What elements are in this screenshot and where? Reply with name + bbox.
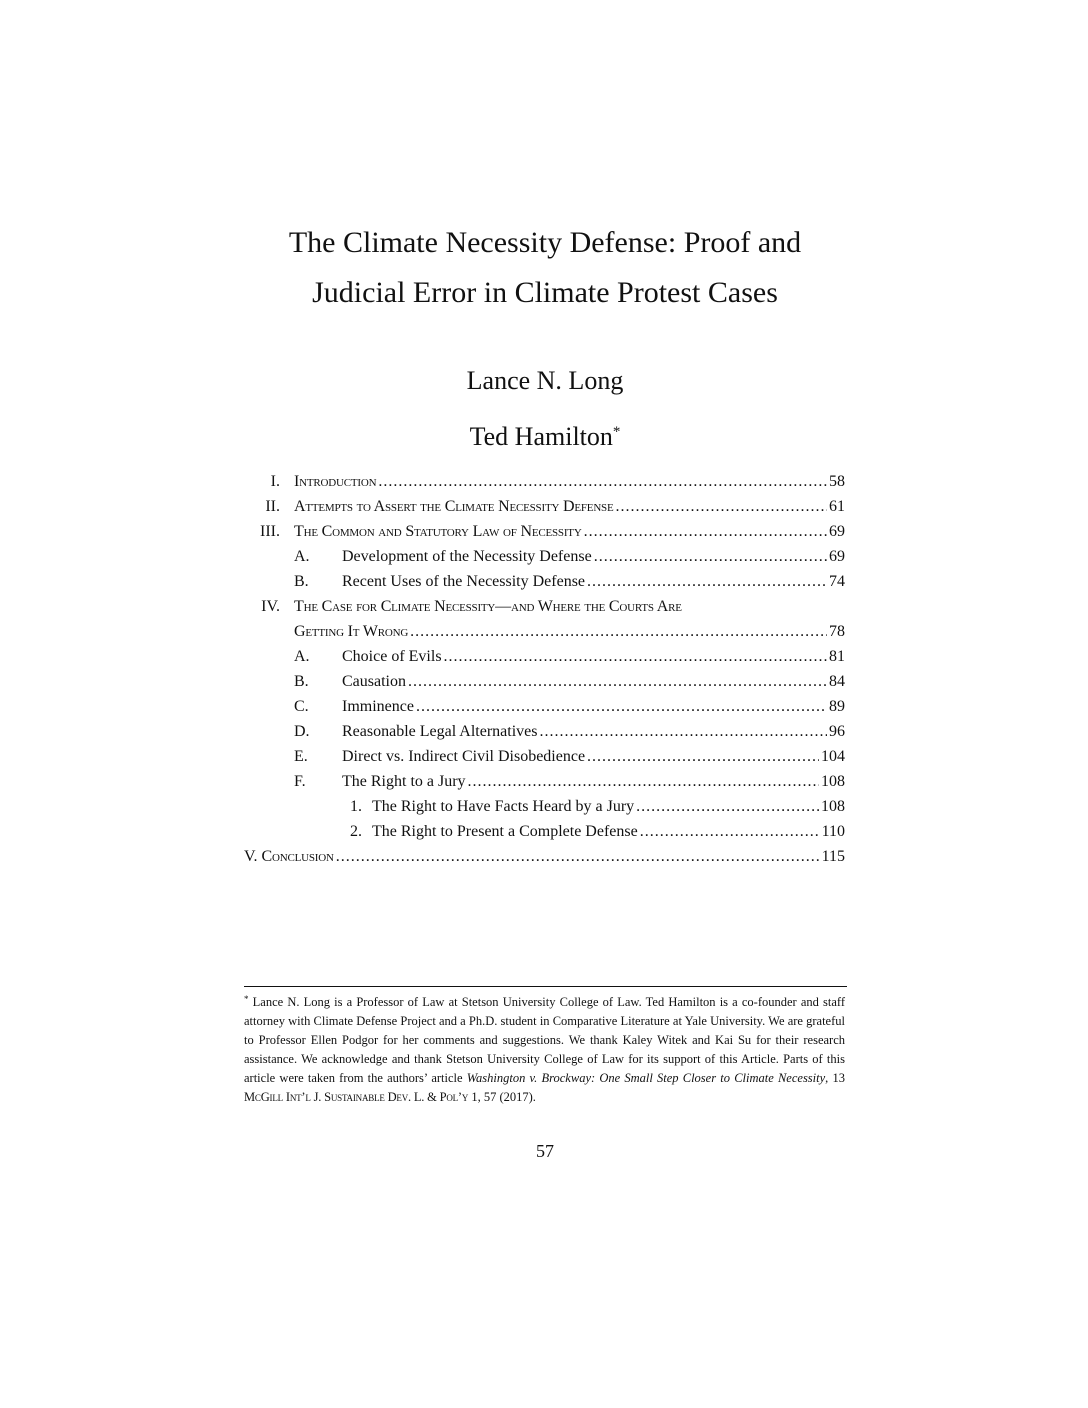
dot-leader bbox=[636, 794, 819, 819]
toc-page: 108 bbox=[821, 773, 845, 790]
toc-number: D. bbox=[294, 723, 310, 740]
dot-leader bbox=[410, 619, 827, 644]
toc-number: B. bbox=[294, 673, 309, 690]
toc-title: The Right to Present a Complete Defense bbox=[372, 823, 638, 840]
toc-entry-conclusion[interactable] bbox=[244, 844, 845, 869]
author-footnote bbox=[244, 993, 845, 1107]
toc-number: E. bbox=[294, 748, 308, 765]
toc-page: 69 bbox=[829, 548, 845, 565]
footnote-mark: * bbox=[244, 994, 249, 1004]
toc-title: Development of the Necessity Defense bbox=[342, 548, 592, 565]
toc-number: III. bbox=[260, 523, 280, 540]
dot-leader bbox=[584, 519, 827, 544]
dot-leader bbox=[468, 769, 819, 794]
toc-number: II. bbox=[265, 498, 280, 515]
toc-entry-recent-uses[interactable] bbox=[244, 569, 845, 594]
footnote-journal: McGill Int’l J. Sustainable Dev. L. & Pol’y bbox=[244, 1090, 469, 1104]
toc-title: Introduction bbox=[294, 473, 377, 490]
page-number: 57 bbox=[536, 1141, 554, 1161]
toc-title: Reasonable Legal Alternatives bbox=[342, 723, 538, 740]
dot-leader bbox=[640, 819, 820, 844]
article-title-line-2: Judicial Error in Climate Protest Cases bbox=[312, 276, 778, 309]
dot-leader bbox=[587, 569, 827, 594]
author-name: Lance N. Long bbox=[466, 366, 624, 395]
toc-title: The Common and Statutory Law of Necessity bbox=[294, 523, 582, 540]
toc-title: Conclusion bbox=[261, 848, 334, 865]
toc-title: The Right to a Jury bbox=[342, 773, 466, 790]
footnote-text-3: 1, 57 (2017). bbox=[468, 1090, 536, 1104]
toc-entry-common-law[interactable] bbox=[244, 519, 845, 544]
dot-leader bbox=[444, 644, 827, 669]
toc-page: 78 bbox=[829, 623, 845, 640]
toc-page: 74 bbox=[829, 573, 845, 590]
toc-entry-right-to-jury[interactable] bbox=[244, 769, 845, 794]
dot-leader bbox=[408, 669, 827, 694]
toc-number: V. bbox=[244, 848, 258, 865]
article-title-line-1: The Climate Necessity Defense: Proof and bbox=[288, 226, 802, 259]
dot-leader bbox=[378, 469, 827, 494]
toc-page: 69 bbox=[829, 523, 845, 540]
toc-number: 1. bbox=[350, 798, 362, 815]
toc-title: Imminence bbox=[342, 698, 414, 715]
dot-leader bbox=[587, 744, 819, 769]
toc-number: 2. bbox=[350, 823, 362, 840]
toc-entry-attempts[interactable] bbox=[244, 494, 845, 519]
toc-entry-development[interactable] bbox=[244, 544, 845, 569]
toc-entry-introduction[interactable] bbox=[244, 469, 845, 494]
toc-entry-complete-defense[interactable] bbox=[244, 819, 845, 844]
footnote-divider bbox=[244, 986, 847, 987]
author-lance-long bbox=[230, 366, 860, 396]
dot-leader bbox=[416, 694, 827, 719]
toc-number: F. bbox=[294, 773, 306, 790]
toc-page: 96 bbox=[829, 723, 845, 740]
toc-page: 84 bbox=[829, 673, 845, 690]
author-name: Ted Hamilton bbox=[469, 422, 613, 451]
dot-leader bbox=[616, 494, 828, 519]
toc-number: A. bbox=[294, 648, 310, 665]
toc-page: 81 bbox=[829, 648, 845, 665]
toc-number: A. bbox=[294, 548, 310, 565]
article-title bbox=[230, 218, 860, 318]
footnote-text-1: Lance N. Long is a Professor of Law at Stetson University College of Law. Ted Hamilton is a co-founder and staff attorney with Climate Defense Project and a Ph.D. student in Comparative Literature at Yale University. We are grateful to Professor Ellen Podgor for her comments and suggestions. We thank Kaley Witek and Kai Su for their research assistance. We acknowledge and thank Stetson University College of Law for its support of this Article. Parts of this article were taken from the authors’ article bbox=[244, 995, 846, 1085]
toc-title: The Case for Climate Necessity—and Where the Courts Are bbox=[294, 598, 682, 615]
toc-entry-reasonable-alternatives[interactable] bbox=[244, 719, 845, 744]
toc-page: 108 bbox=[821, 798, 845, 815]
toc-page: 61 bbox=[829, 498, 845, 515]
table-of-contents bbox=[244, 469, 845, 869]
toc-title: The Right to Have Facts Heard by a Jury bbox=[372, 798, 635, 815]
toc-entry-direct-vs-indirect[interactable] bbox=[244, 744, 845, 769]
toc-title-continued: Getting It Wrong bbox=[294, 623, 409, 640]
toc-entry-case-for-climate-necessity[interactable] bbox=[244, 594, 845, 619]
toc-page: 104 bbox=[821, 748, 845, 765]
toc-entry-causation[interactable] bbox=[244, 669, 845, 694]
author-ted-hamilton bbox=[230, 422, 860, 452]
toc-entry-case-for-climate-necessity-cont[interactable] bbox=[244, 619, 845, 644]
toc-title: Direct vs. Indirect Civil Disobedience bbox=[342, 748, 586, 765]
toc-page: 89 bbox=[829, 698, 845, 715]
toc-page: 115 bbox=[821, 848, 845, 865]
footnote-marker[interactable]: * bbox=[612, 424, 621, 440]
toc-number: I. bbox=[270, 473, 280, 490]
toc-title: Recent Uses of the Necessity Defense bbox=[342, 573, 586, 590]
footnote-article-title: Washington v. Brockway: One Small Step Closer to Climate Necessity bbox=[466, 1071, 826, 1085]
toc-entry-imminence[interactable] bbox=[244, 694, 845, 719]
toc-page: 110 bbox=[821, 823, 845, 840]
toc-title: Choice of Evils bbox=[342, 648, 442, 665]
toc-title: Causation bbox=[342, 673, 406, 690]
toc-number: IV. bbox=[261, 598, 280, 615]
dot-leader bbox=[594, 544, 827, 569]
dot-leader bbox=[539, 719, 827, 744]
toc-entry-choice-of-evils[interactable] bbox=[244, 644, 845, 669]
toc-title: Attempts to Assert the Climate Necessity Defense bbox=[294, 498, 614, 515]
toc-entry-facts-heard[interactable] bbox=[244, 794, 845, 819]
dot-leader bbox=[336, 844, 820, 869]
toc-number: C. bbox=[294, 698, 309, 715]
footnote-text-2: , 13 bbox=[825, 1071, 845, 1085]
toc-number: B. bbox=[294, 573, 309, 590]
toc-page: 58 bbox=[829, 473, 845, 490]
